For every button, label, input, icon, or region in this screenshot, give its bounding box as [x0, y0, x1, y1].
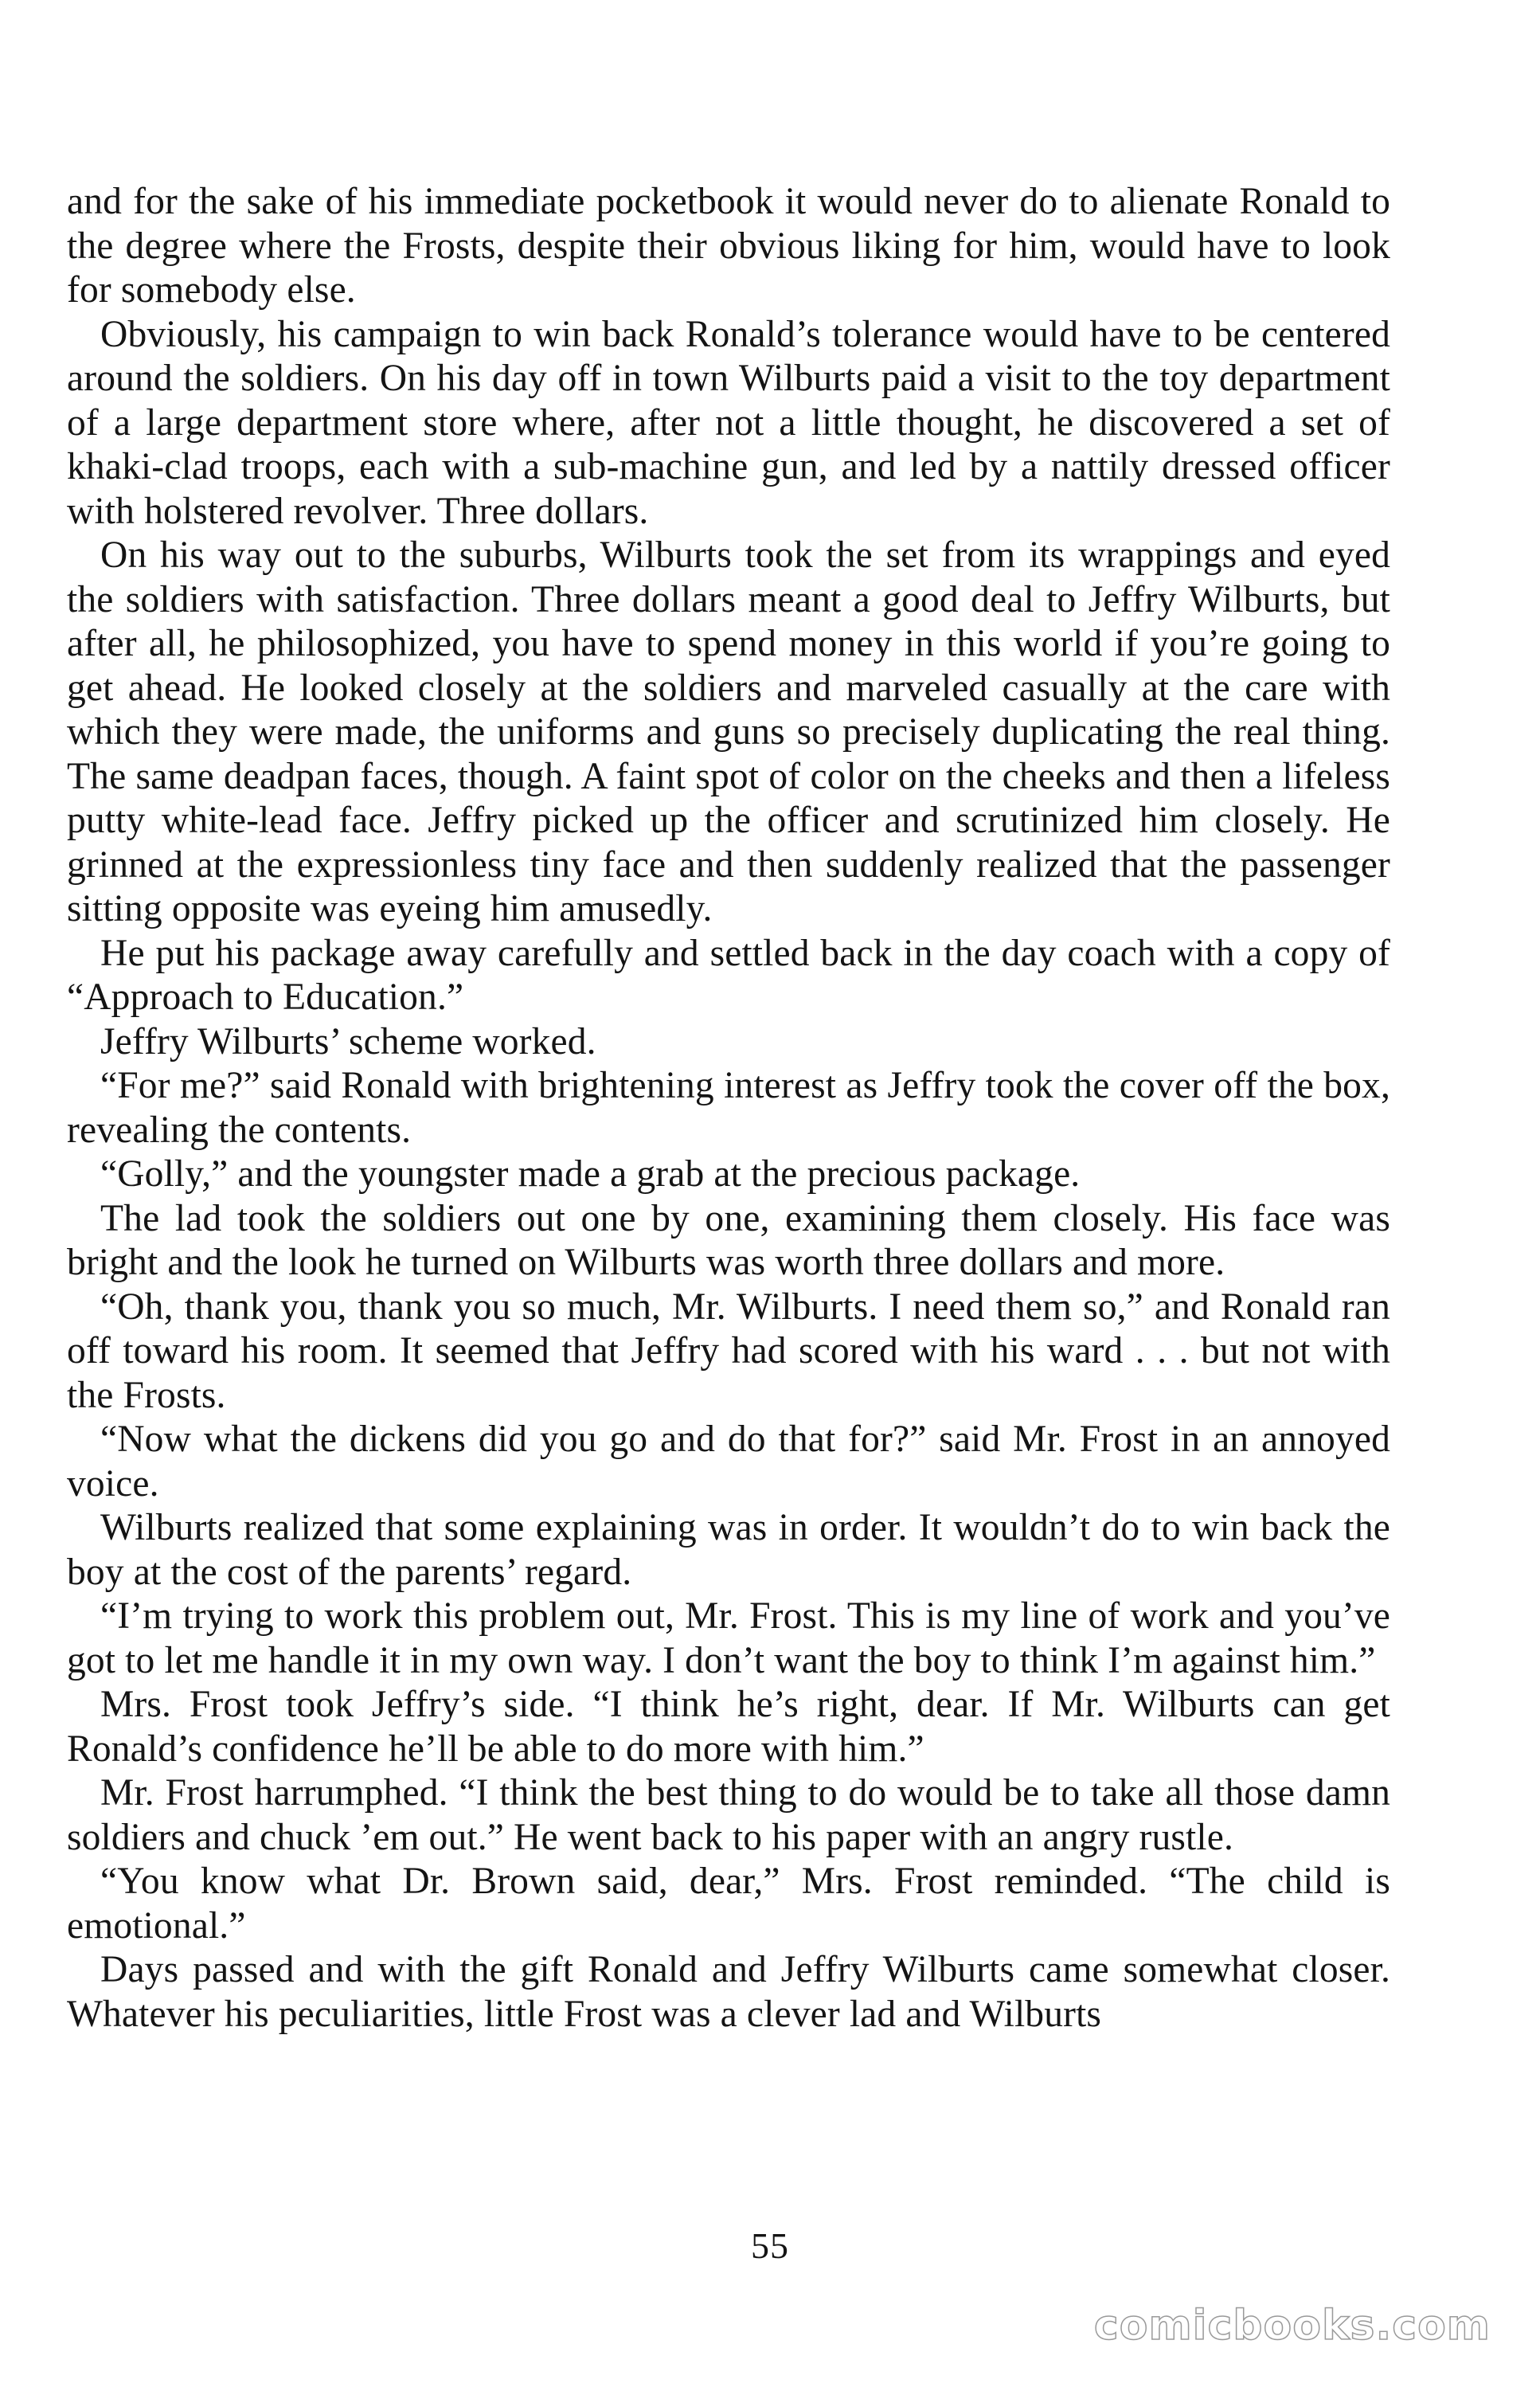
page-body	[67, 180, 1390, 2037]
page-number: 55	[751, 2225, 789, 2266]
paragraph-15: “You know what Dr. Brown said, dear,” Mrs. Frost reminded. “The child is emotional.”	[67, 1861, 1390, 1947]
paragraph-5: Jeffry Wilburts’ scheme worked.	[100, 1020, 596, 1062]
paragraph-10: “Now what the dickens did you go and do that for?” said Mr. Frost in an annoyed voice.	[67, 1419, 1390, 1505]
paragraph-11: Wilburts realized that some explaining was in order. It wouldn’t do to win back the boy at the cost of the parents’ regard.	[67, 1507, 1390, 1593]
paragraph-13: Mrs. Frost took Jeffry’s side. “I think he’s right, dear. If Mr. Wilburts can get Ronald’s confidence he’ll be able to do more with him.”	[67, 1684, 1390, 1770]
paragraph-4: He put his package away carefully and settled back in the day coach with a copy of “Approach to Education.”	[67, 932, 1390, 1018]
paragraph-2: Obviously, his campaign to win back Ronald’s tolerance would have to be centered around the soldiers. On his day off in town Wilburts paid a visit to the toy department of a large department store where, after not a little thought, he discovered a set of khaki-clad troops, each with a sub-machine gun, and led by a nattily dressed officer with holstered revolver. Three dollars.	[67, 313, 1390, 532]
paragraph-6: “For me?” said Ronald with brightening interest as Jeffry took the cover off the box, revealing the contents.	[67, 1065, 1390, 1151]
paragraph-3: On his way out to the suburbs, Wilburts took the set from its wrappings and eyed the soldiers with satisfaction. Three dollars meant a good deal to Jeffry Wilburts, but after all, he philosophized, you have to spend money in this world if you’re going to get ahead. He looked closely at the soldiers and marveled casually at the care with which they were made, the uniforms and guns so precisely duplicating the real thing. The same deadpan faces, though. A faint spot of color on the cheeks and then a lifeless putty white-lead face. Jeffry picked up the officer and scrutinized him closely. He grinned at the expressionless tiny face and then suddenly realized that the passenger sitting opposite was eyeing him amusedly.	[67, 534, 1390, 929]
paragraph-16: Days passed and with the gift Ronald and Jeffry Wilburts came somewhat closer. Whatever his peculiarities, little Frost was a clever lad and Wilburts	[67, 1949, 1390, 2035]
paragraph-9: “Oh, thank you, thank you so much, Mr. Wilburts. I need them so,” and Ronald ran off toward his room. It seemed that Jeffry had scored with his ward . . . but not with the Frosts.	[67, 1286, 1390, 1416]
paragraph-1: and for the sake of his immediate pocketbook it would never do to alienate Ronald to the degree where the Frosts, despite their obvious liking for him, would have to look for somebody else.	[67, 181, 1390, 311]
paragraph-8: The lad took the soldiers out one by one, examining them closely. His face was bright and the look he turned on Wilburts was worth three dollars and more.	[67, 1197, 1390, 1283]
paragraph-12: “I’m trying to work this problem out, Mr. Frost. This is my line of work and you’ve got to let me handle it in my own way. I don’t want the boy to think I’m against him.”	[67, 1595, 1390, 1681]
watermark: comicbooks.com	[1093, 2302, 1491, 2350]
paragraph-7: “Golly,” and the youngster made a grab at the precious package.	[100, 1153, 1081, 1195]
paragraph-14: Mr. Frost harrumphed. “I think the best thing to do would be to take all those damn soldiers and chuck ’em out.” He went back to his paper with an angry rustle.	[67, 1772, 1390, 1858]
